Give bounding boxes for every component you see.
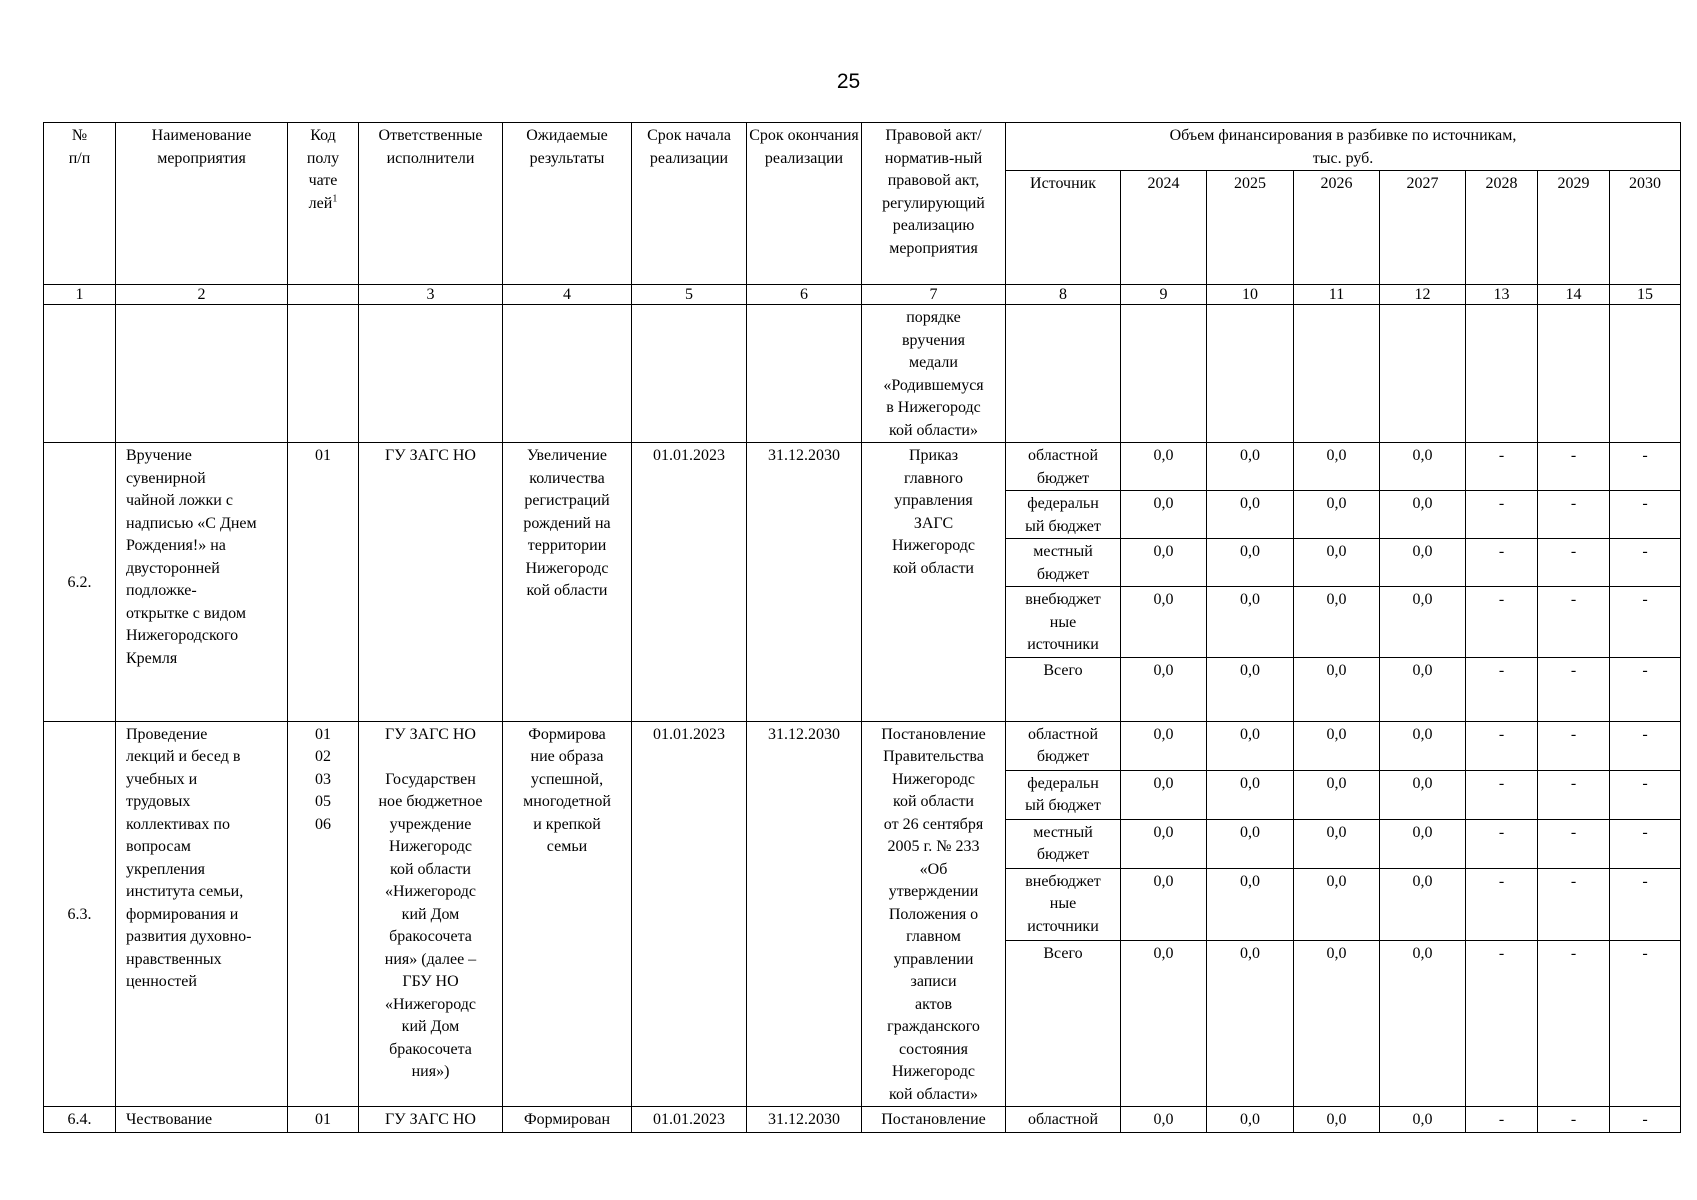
funding-value: - bbox=[1538, 491, 1610, 539]
funding-value: 0,0 bbox=[1207, 721, 1294, 770]
start-date: 01.01.2023 bbox=[632, 721, 747, 1107]
header-results: Ожидаемые результаты bbox=[503, 123, 632, 285]
funding-value: - bbox=[1466, 868, 1538, 940]
column-number: 10 bbox=[1207, 285, 1294, 305]
funding-value: 0,0 bbox=[1380, 657, 1466, 721]
funding-value: 0,0 bbox=[1380, 491, 1466, 539]
funding-value: 0,0 bbox=[1207, 587, 1294, 658]
column-number: 14 bbox=[1538, 285, 1610, 305]
funding-value: - bbox=[1538, 868, 1610, 940]
funding-value: - bbox=[1538, 443, 1610, 491]
funding-source: внебюджет ные источники bbox=[1006, 868, 1121, 940]
funding-value: - bbox=[1610, 539, 1681, 587]
column-number: 11 bbox=[1294, 285, 1380, 305]
funding-value: 0,0 bbox=[1294, 587, 1380, 658]
funding-value: - bbox=[1466, 657, 1538, 721]
funding-value: 0,0 bbox=[1294, 868, 1380, 940]
header-year: 2024 bbox=[1121, 171, 1207, 285]
expected-results: Увеличение количества регистраций рождений на территории Нижегородс кой области bbox=[503, 443, 632, 722]
recipient-code: 01 bbox=[288, 1107, 359, 1133]
column-number-row bbox=[44, 285, 1681, 305]
funding-value: 0,0 bbox=[1294, 721, 1380, 770]
funding-value: 0,0 bbox=[1121, 443, 1207, 491]
funding-value: - bbox=[1610, 819, 1681, 868]
column-number: 1 bbox=[44, 285, 116, 305]
funding-value: - bbox=[1466, 1107, 1538, 1133]
funding-value: 0,0 bbox=[1380, 1107, 1466, 1133]
header-name: Наименование мероприятия bbox=[116, 123, 288, 285]
column-number: 15 bbox=[1610, 285, 1681, 305]
funding-value: 0,0 bbox=[1207, 1107, 1294, 1133]
funding-value: - bbox=[1610, 443, 1681, 491]
header-num: № п/п bbox=[44, 123, 116, 285]
header-code bbox=[288, 123, 359, 285]
funding-value: 0,0 bbox=[1380, 868, 1466, 940]
funding-source: местный бюджет bbox=[1006, 819, 1121, 868]
funding-value: 0,0 bbox=[1121, 539, 1207, 587]
header-year: 2029 bbox=[1538, 171, 1610, 285]
continuation-row bbox=[44, 305, 1681, 443]
funding-value: 0,0 bbox=[1121, 819, 1207, 868]
funding-value: 0,0 bbox=[1207, 539, 1294, 587]
funding-value: 0,0 bbox=[1294, 491, 1380, 539]
header-financing: Объем финансирования в разбивке по источникам, тыс. руб. bbox=[1006, 123, 1681, 171]
recipient-code: 01 bbox=[288, 443, 359, 722]
header-code-footnote: 1 bbox=[332, 193, 338, 205]
funding-value: 0,0 bbox=[1294, 443, 1380, 491]
executors: ГУ ЗАГС НО bbox=[359, 443, 503, 722]
funding-value: - bbox=[1610, 770, 1681, 819]
funding-value: 0,0 bbox=[1380, 721, 1466, 770]
funding-value: - bbox=[1538, 721, 1610, 770]
header-start: Срок начала реализации bbox=[632, 123, 747, 285]
legal-act: Приказ главного управления ЗАГС Нижегородс кой области bbox=[862, 443, 1006, 722]
funding-value: - bbox=[1466, 539, 1538, 587]
column-number: 6 bbox=[747, 285, 862, 305]
funding-source: областной bbox=[1006, 1107, 1121, 1133]
header-source: Источник bbox=[1006, 171, 1121, 285]
funding-value: 0,0 bbox=[1207, 940, 1294, 1106]
funding-value: - bbox=[1538, 587, 1610, 658]
column-number: 2 bbox=[116, 285, 288, 305]
funding-value: - bbox=[1466, 491, 1538, 539]
recipient-code: 01 02 03 05 06 bbox=[288, 721, 359, 1107]
end-date: 31.12.2030 bbox=[747, 1107, 862, 1133]
funding-value: 0,0 bbox=[1294, 770, 1380, 819]
funding-value: 0,0 bbox=[1121, 657, 1207, 721]
funding-value: 0,0 bbox=[1207, 819, 1294, 868]
funding-source: федеральн ый бюджет bbox=[1006, 770, 1121, 819]
funding-value: 0,0 bbox=[1121, 587, 1207, 658]
funding-value: 0,0 bbox=[1294, 539, 1380, 587]
funding-source: Всего bbox=[1006, 657, 1121, 721]
funding-value: - bbox=[1610, 868, 1681, 940]
funding-value: - bbox=[1538, 819, 1610, 868]
legal-act: Постановление bbox=[862, 1107, 1006, 1133]
expected-results: Формирова ние образа успешной, многодетной и крепкой семьи bbox=[503, 721, 632, 1107]
header-end: Срок окончания реализации bbox=[747, 123, 862, 285]
funding-source: местный бюджет bbox=[1006, 539, 1121, 587]
column-number: 13 bbox=[1466, 285, 1538, 305]
funding-value: 0,0 bbox=[1207, 770, 1294, 819]
row-number: 6.4. bbox=[44, 1107, 116, 1133]
executors: ГУ ЗАГС НО Государствен ное бюджетное учреждение Нижегородс кой области «Нижегородс кий Дом бракосочета ния» (далее – ГБУ НО «Нижегородс кий Дом бракосочета ния») bbox=[359, 721, 503, 1107]
executors: ГУ ЗАГС НО bbox=[359, 1107, 503, 1133]
funding-value: - bbox=[1610, 1107, 1681, 1133]
header-code-text: Код полу чате лей bbox=[306, 127, 340, 212]
funding-value: - bbox=[1610, 587, 1681, 658]
header-legal: Правовой акт/норматив-ный правовой акт, регулирующий реализацию мероприятия bbox=[862, 123, 1006, 285]
funding-source: областной бюджет bbox=[1006, 443, 1121, 491]
funding-value: 0,0 bbox=[1380, 539, 1466, 587]
funding-value: 0,0 bbox=[1207, 491, 1294, 539]
page-number: 25 bbox=[836, 70, 861, 93]
row-number: 6.3. bbox=[44, 721, 116, 1107]
funding-value: 0,0 bbox=[1294, 819, 1380, 868]
funding-value: - bbox=[1466, 819, 1538, 868]
funding-value: 0,0 bbox=[1121, 770, 1207, 819]
funding-source: федеральн ый бюджет bbox=[1006, 491, 1121, 539]
funding-value: - bbox=[1466, 721, 1538, 770]
funding-value: - bbox=[1538, 940, 1610, 1106]
funding-value: 0,0 bbox=[1380, 443, 1466, 491]
funding-value: 0,0 bbox=[1380, 819, 1466, 868]
funding-value: 0,0 bbox=[1294, 940, 1380, 1106]
header-year: 2025 bbox=[1207, 171, 1294, 285]
funding-value: - bbox=[1466, 770, 1538, 819]
funding-value: 0,0 bbox=[1207, 657, 1294, 721]
continuation-legal: порядке вручения медали «Родившемуся в Нижегородс кой области» bbox=[862, 305, 1006, 443]
funding-value: 0,0 bbox=[1294, 1107, 1380, 1133]
event-name: Вручение сувенирной чайной ложки с надписью «С Днем Рождения!» на двусторонней подложке- открытке с видом Нижегородского Кремля bbox=[116, 443, 288, 722]
funding-value: 0,0 bbox=[1121, 868, 1207, 940]
funding-value: 0,0 bbox=[1294, 657, 1380, 721]
funding-value: 0,0 bbox=[1380, 940, 1466, 1106]
table-row bbox=[44, 1107, 1681, 1133]
funding-value: - bbox=[1610, 491, 1681, 539]
column-number: 8 bbox=[1006, 285, 1121, 305]
event-name: Чествование bbox=[116, 1107, 288, 1133]
funding-value: - bbox=[1610, 940, 1681, 1106]
column-number: 5 bbox=[632, 285, 747, 305]
funding-value: - bbox=[1466, 587, 1538, 658]
funding-value: 0,0 bbox=[1121, 1107, 1207, 1133]
header-year: 2026 bbox=[1294, 171, 1380, 285]
funding-value: 0,0 bbox=[1121, 721, 1207, 770]
legal-act: Постановление Правительства Нижегородс кой области от 26 сентября 2005 г. № 233 «Об утверждении Положения о главном управлении записи актов гражданского состояния Нижегородс кой области» bbox=[862, 721, 1006, 1107]
start-date: 01.01.2023 bbox=[632, 1107, 747, 1133]
funding-source: внебюджет ные источники bbox=[1006, 587, 1121, 658]
header-executors: Ответственные исполнители bbox=[359, 123, 503, 285]
column-number: 3 bbox=[359, 285, 503, 305]
funding-value: 0,0 bbox=[1380, 770, 1466, 819]
funding-value: - bbox=[1538, 770, 1610, 819]
column-number: 7 bbox=[862, 285, 1006, 305]
funding-value: - bbox=[1538, 657, 1610, 721]
funding-value: - bbox=[1466, 443, 1538, 491]
end-date: 31.12.2030 bbox=[747, 721, 862, 1107]
column-number: 9 bbox=[1121, 285, 1207, 305]
financing-table bbox=[43, 122, 1681, 1133]
start-date: 01.01.2023 bbox=[632, 443, 747, 722]
funding-value: 0,0 bbox=[1121, 940, 1207, 1106]
event-name: Проведение лекций и бесед в учебных и трудовых коллективах по вопросам укрепления института семьи, формирования и развития духовно- нравственных ценностей bbox=[116, 721, 288, 1107]
funding-value: - bbox=[1538, 539, 1610, 587]
row-number: 6.2. bbox=[44, 443, 116, 722]
funding-source: областной бюджет bbox=[1006, 721, 1121, 770]
expected-results: Формирован bbox=[503, 1107, 632, 1133]
funding-value: - bbox=[1538, 1107, 1610, 1133]
column-number: 12 bbox=[1380, 285, 1466, 305]
funding-value: - bbox=[1466, 940, 1538, 1106]
funding-value: - bbox=[1610, 721, 1681, 770]
table-row bbox=[44, 443, 1681, 491]
column-number bbox=[288, 285, 359, 305]
header-year: 2030 bbox=[1610, 171, 1681, 285]
funding-value: 0,0 bbox=[1380, 587, 1466, 658]
funding-value: 0,0 bbox=[1207, 443, 1294, 491]
funding-value: - bbox=[1610, 657, 1681, 721]
column-number: 4 bbox=[503, 285, 632, 305]
end-date: 31.12.2030 bbox=[747, 443, 862, 722]
funding-source: Всего bbox=[1006, 940, 1121, 1106]
funding-value: 0,0 bbox=[1207, 868, 1294, 940]
header-year: 2027 bbox=[1380, 171, 1466, 285]
table-row bbox=[44, 721, 1681, 770]
funding-value: 0,0 bbox=[1121, 491, 1207, 539]
header-year: 2028 bbox=[1466, 171, 1538, 285]
